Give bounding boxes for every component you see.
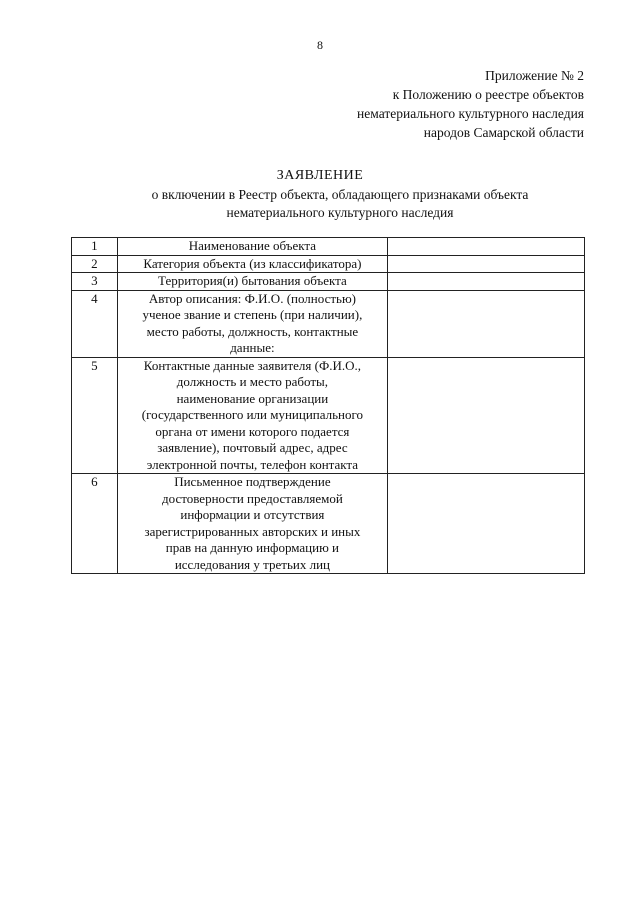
- subtitle-line: о включении в Реестр объекта, обладающего признаками объекта: [151, 187, 529, 202]
- row-number: 2: [72, 255, 118, 273]
- row-number: 4: [72, 290, 118, 357]
- page-number: 8: [317, 38, 323, 52]
- appendix-line: Приложение № 2: [485, 68, 584, 83]
- row-value-cell: [388, 474, 585, 574]
- row-description: Территория(и) бытования объекта: [117, 273, 387, 291]
- appendix-line: к Положению о реестре объектов: [392, 87, 584, 102]
- row-value-cell: [388, 290, 585, 357]
- document-subtitle: [0, 186, 640, 222]
- row-value-cell: [388, 255, 585, 273]
- row-description: Наименование объекта: [117, 238, 387, 256]
- row-value-cell: [388, 238, 585, 256]
- subtitle-line: нематериального культурного наследия: [226, 205, 454, 220]
- table-row: [72, 238, 585, 256]
- table-row: [72, 357, 585, 474]
- table-row: [72, 474, 585, 574]
- appendix-line: нематериального культурного наследия: [357, 106, 584, 121]
- row-number: 5: [72, 357, 118, 474]
- table-row: [72, 255, 585, 273]
- table-row: [72, 290, 585, 357]
- row-description: Автор описания: Ф.И.О. (полностью) ученое звание и степень (при наличии), место работы, должность, контактные данные:: [117, 290, 387, 357]
- application-form-table: [71, 237, 585, 574]
- row-number: 6: [72, 474, 118, 574]
- row-value-cell: [388, 273, 585, 291]
- appendix-line: народов Самарской области: [423, 125, 584, 140]
- appendix-reference: [357, 66, 584, 142]
- row-value-cell: [388, 357, 585, 474]
- row-number: 3: [72, 273, 118, 291]
- document-title: ЗАЯВЛЕНИЕ: [276, 168, 364, 183]
- row-description: Категория объекта (из классификатора): [117, 255, 387, 273]
- row-description: Письменное подтверждение достоверности предоставляемой информации и отсутствия зарегистрированных авторских и иных прав на данную информацию и исследования у третьих лиц: [117, 474, 387, 574]
- table-row: [72, 273, 585, 291]
- row-number: 1: [72, 238, 118, 256]
- row-description: Контактные данные заявителя (Ф.И.О., должность и место работы, наименование организации (государственного или муниципального органа от имени которого подается заявление), почтовый адрес, адрес электронной почты, телефон контакта: [117, 357, 387, 474]
